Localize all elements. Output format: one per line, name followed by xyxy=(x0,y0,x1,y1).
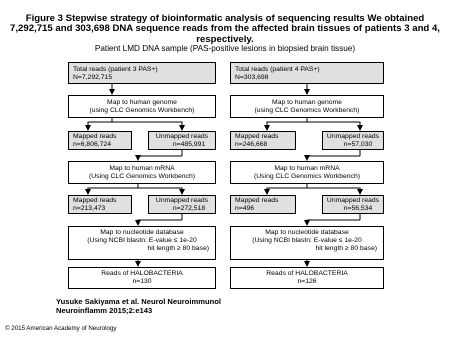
right-unmapped-reads-box xyxy=(322,131,384,150)
left-map-nuc-blastn: (Using NCBI blastn: E-value ≤ 1e-20 xyxy=(87,237,197,244)
right-map-genome-tool: (using CLC Genomics Workbench) xyxy=(254,107,360,114)
left-unmapped-reads-box xyxy=(148,131,216,150)
left-map-nuc-label: Map to nucleotide database xyxy=(100,229,184,236)
arrow-right-genome-split xyxy=(267,118,307,130)
left-total-count: N=7,292,715 xyxy=(73,74,113,81)
right-map-mrna-box xyxy=(230,161,384,184)
right-map-genome-label: Map to human genome xyxy=(272,99,342,106)
right-mapped-label: Mapped reads xyxy=(235,133,279,140)
arrow-left-genome-split xyxy=(88,118,112,130)
left-map-nuc-hit: hit length ≥ 80 base) xyxy=(147,245,209,252)
right-unmapped-label: Unmapped reads xyxy=(326,133,380,140)
right-mapped2-reads-box xyxy=(230,195,296,214)
left-map-genome-tool: (using CLC Genomics Workbench) xyxy=(89,107,195,114)
left-unmapped2-label: Unmapped reads xyxy=(155,197,209,204)
right-map-nuc-label: Map to nucleotide database xyxy=(265,229,349,236)
left-mapped-reads-box xyxy=(68,131,132,150)
right-map-genome-box xyxy=(230,95,384,118)
right-unmapped2-label: Unmapped reads xyxy=(326,197,380,204)
left-unmapped2-reads-box xyxy=(148,195,216,214)
left-map-genome-label: Map to human genome xyxy=(107,99,177,106)
right-unmapped2-reads-box xyxy=(322,195,384,214)
left-unmapped-count: n=485,991 xyxy=(172,141,206,148)
left-unmapped-label: Unmapped reads xyxy=(155,133,209,140)
citation-line-1: Yusuke Sakiyama et al. Neurol Neuroimmunol xyxy=(56,297,222,306)
citation-line-2: Neuroinflamm 2015;2:e143 xyxy=(56,306,153,315)
right-map-nuc-hit: hit length ≥ 80 base) xyxy=(315,245,377,252)
left-mapped-label: Mapped reads xyxy=(73,133,117,140)
right-mapped2-label: Mapped reads xyxy=(235,197,279,204)
right-map-nucleotide-box xyxy=(230,226,384,260)
right-mapped2-count: n=496 xyxy=(235,205,255,212)
right-map-mrna-tool: (Using CLC Genomics Workbench) xyxy=(253,173,360,180)
figure-title: Figure 3 Stepwise strategy of bioinformatic analysis of sequencing results We obtained 7,292,715 and 303,698 DNA sequence reads from the affected brain tissues of patients 3 and 4, respectively. xyxy=(10,13,440,45)
right-halo-label: Reads of HALOBACTERIA xyxy=(266,270,348,277)
right-unmapped2-count: n=56,534 xyxy=(343,205,373,212)
right-map-mrna-label: Map to human mRNA xyxy=(274,165,340,172)
left-map-mrna-label: Map to human mRNA xyxy=(109,165,175,172)
left-mapped2-label: Mapped reads xyxy=(73,197,117,204)
right-unmapped-count: n=57,030 xyxy=(343,141,373,148)
left-halo-count: n=130 xyxy=(132,278,152,285)
arrow-left-mrna-split xyxy=(88,184,138,194)
left-map-nucleotide-box xyxy=(68,226,216,260)
left-unmapped2-count: n=272,518 xyxy=(172,205,206,212)
left-map-genome-box xyxy=(68,95,216,118)
figure-subtitle: Patient LMD DNA sample (PAS-positive lesions in biopsied brain tissue) xyxy=(94,44,356,53)
citation xyxy=(56,297,221,315)
right-mapped-reads-box xyxy=(230,131,296,150)
right-map-nuc-blastn: (Using NCBI blastn: E-value ≤ 1e-20 xyxy=(252,237,362,244)
left-mapped2-reads-box xyxy=(68,195,132,214)
left-mapped-count: n=6,806,724 xyxy=(73,141,111,148)
copyright-notice: © 2015 American Academy of Neurology xyxy=(5,325,117,332)
right-mapped-count: n=246,668 xyxy=(235,141,268,148)
right-total-count: N=303,698 xyxy=(235,74,269,81)
right-halo-count: n=126 xyxy=(297,278,317,285)
left-map-mrna-tool: (Using CLC Genomics Workbench) xyxy=(88,173,195,180)
left-map-mrna-box xyxy=(68,161,216,184)
left-halobacteria-box xyxy=(68,267,216,289)
right-total-reads-box xyxy=(230,62,384,84)
left-mapped2-count: n=213,473 xyxy=(73,205,106,212)
left-halo-label: Reads of HALOBACTERIA xyxy=(101,270,183,277)
left-total-label: Total reads (patient 3 PAS+) xyxy=(73,66,158,73)
left-total-reads-box xyxy=(68,62,216,84)
right-total-label: Total reads (patient 4 PAS+) xyxy=(235,66,320,73)
right-halobacteria-box xyxy=(230,267,384,289)
